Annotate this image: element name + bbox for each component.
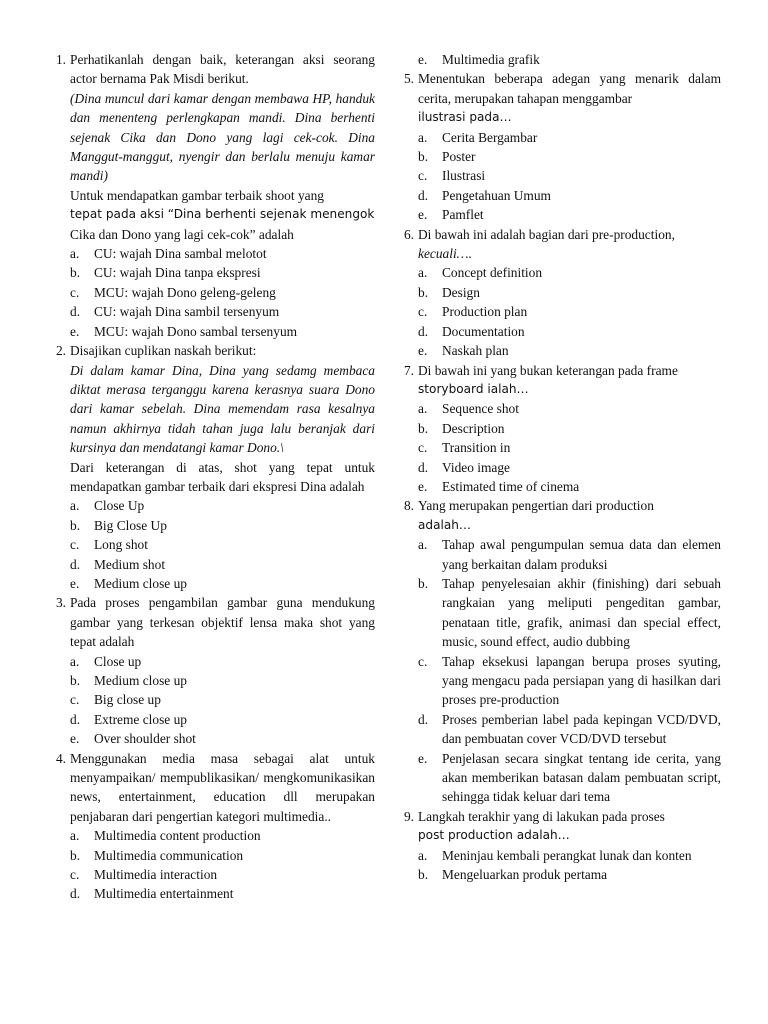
option-letter: b. (70, 847, 81, 863)
option-text: Big close up (94, 692, 161, 708)
option-letter: c. (418, 653, 428, 669)
option-a (418, 263, 721, 282)
question-number: 1. (55, 52, 66, 67)
option-text: Naskah plan (442, 343, 509, 359)
option-c (70, 690, 375, 709)
option-letter: d. (418, 711, 429, 727)
option-letter: a. (418, 265, 428, 281)
option-list (418, 128, 721, 225)
question-7 (388, 361, 721, 497)
option-letter: d. (418, 187, 429, 203)
option-text: Design (442, 284, 480, 300)
option-text: Ilustrasi (442, 168, 486, 184)
option-e (418, 205, 721, 224)
question-3 (40, 593, 375, 748)
option-e (70, 322, 375, 341)
option-d (418, 710, 721, 749)
option-a (418, 535, 721, 574)
option-text: Cerita Bergambar (442, 129, 538, 145)
option-letter: a. (418, 847, 428, 863)
option-b (418, 283, 721, 302)
option-text: CU: wajah Dina sambal melotot (94, 246, 267, 262)
option-letter: c. (418, 440, 428, 456)
option-text: Multimedia content production (94, 828, 261, 844)
option-list (70, 826, 375, 904)
option-text: Close Up (94, 498, 145, 514)
question-number: 4. (55, 750, 66, 766)
question-2 (40, 341, 375, 593)
question-text: Menentukan beberapa adegan yang menarik dalam cerita, merupakan tahapan menggambar (418, 71, 721, 106)
option-letter: d. (70, 711, 81, 727)
option-letter: c. (418, 168, 428, 184)
option-letter: a. (418, 401, 428, 417)
option-text: MCU: wajah Dono sambal tersenyum (94, 323, 298, 339)
option-b (418, 419, 721, 438)
question-number: 9. (403, 808, 414, 824)
option-list (70, 244, 375, 341)
option-b (70, 263, 375, 282)
option-letter: e. (418, 750, 428, 766)
question-4-continued (388, 50, 721, 69)
option-text: Video image (442, 459, 510, 475)
option-text: Production plan (442, 304, 528, 320)
option-letter: c. (70, 537, 80, 553)
option-text: Pamflet (442, 207, 484, 223)
option-letter: e. (418, 207, 428, 223)
option-letter: e. (70, 575, 80, 591)
option-letter: b. (70, 517, 81, 533)
question-text: Yang merupakan pengertian dari production (418, 498, 654, 514)
question-text: Dari keterangan di atas, shot yang tepat untuk mendapatkan gambar terbaik dari ekspresi Dina adalah (70, 459, 375, 494)
option-letter: b. (418, 149, 429, 165)
option-text: Sequence shot (442, 401, 519, 417)
option-text: Meninjau kembali perangkat lunak dan konten (442, 847, 692, 863)
option-text: Multimedia communication (94, 847, 244, 863)
option-text: CU: wajah Dina tanpa ekspresi (94, 265, 261, 281)
question-intro: Perhatikanlah dengan baik, keterangan aksi seorang actor bernama Pak Misdi berikut. (70, 52, 375, 87)
option-letter: a. (418, 129, 428, 145)
question-number: 3. (55, 595, 66, 611)
question-text: Langkah terakhir yang di lakukan pada proses (418, 808, 665, 824)
option-text: Multimedia entertainment (94, 886, 234, 902)
option-e (418, 50, 721, 69)
option-letter: b. (418, 420, 429, 436)
scene-quote: (Dina muncul dari kamar dengan membawa HP, handuk dan menenteng perlengkapan mandi. Dina berhenti sejenak Cika dan Dono yang lagi cek-cok. Dina Manggut-manggut, nyengir dan berlalu menuju kamar mandi) (70, 90, 375, 184)
option-b (418, 147, 721, 166)
option-letter: e. (418, 478, 428, 494)
option-letter: d. (70, 886, 81, 902)
question-number: 5. (403, 71, 414, 87)
option-letter: d. (418, 459, 429, 475)
option-letter: c. (70, 692, 80, 708)
option-c (418, 652, 721, 710)
option-letter: c. (418, 304, 428, 320)
option-text: Close up (94, 653, 142, 669)
option-list (70, 652, 375, 749)
question-text: Di bawah ini adalah bagian dari pre-production, (418, 226, 675, 242)
question-text-tail: storyboard ialah… (418, 381, 529, 396)
option-d (70, 302, 375, 321)
question-intro: Disajikan cuplikan naskah berikut: (70, 343, 257, 359)
question-text: Di bawah ini yang bukan keterangan pada frame (418, 362, 678, 378)
option-text: MCU: wajah Dono geleng-geleng (94, 284, 276, 300)
option-text: Pengetahuan Umum (442, 187, 551, 203)
option-b (70, 516, 375, 535)
option-list (70, 496, 375, 593)
option-e (418, 749, 721, 807)
option-text: Description (442, 420, 505, 436)
question-text: Untuk mendapatkan gambar terbaik shoot yang (70, 187, 324, 203)
option-letter: e. (418, 343, 428, 359)
option-text: Medium shot (94, 556, 166, 572)
left-column (40, 50, 375, 904)
option-text: Medium close up (94, 575, 187, 591)
question-6 (388, 225, 721, 361)
option-a (70, 496, 375, 515)
option-a (70, 652, 375, 671)
option-a (418, 399, 721, 418)
question-number: 7. (403, 362, 414, 378)
option-a (70, 244, 375, 263)
option-letter: a. (70, 246, 80, 262)
option-text: Tahap penyelesaian akhir (finishing) dari sebuah rangkaian yang meliputi pengeditan gambar, penataan title, grafik, animasi dan special effect, music, sound effect, audio dubbing (442, 575, 721, 650)
option-e (418, 477, 721, 496)
option-e (70, 729, 375, 748)
option-a (418, 846, 721, 865)
option-d (418, 322, 721, 341)
option-b (70, 671, 375, 690)
option-letter: a. (418, 537, 428, 553)
option-letter: e. (70, 731, 80, 747)
option-text: Multimedia interaction (94, 867, 218, 883)
option-text: Multimedia grafik (442, 52, 540, 67)
option-text: Long shot (94, 537, 148, 553)
option-d (70, 884, 375, 903)
option-b (418, 574, 721, 652)
option-text: Extreme close up (94, 711, 187, 727)
option-text: Proses pemberian label pada kepingan VCD/DVD, dan pembuatan cover VCD/DVD tersebut (442, 711, 721, 747)
option-letter: b. (70, 673, 81, 688)
question-text-tail: kecuali…. (418, 246, 472, 262)
question-9 (388, 807, 721, 885)
option-letter: a. (70, 498, 80, 514)
question-5 (388, 69, 721, 224)
option-text: Tahap awal pengumpulan semua data dan elemen yang berkaitan dalam produksi (442, 537, 721, 572)
option-text: Penjelasan secara singkat tentang ide cerita, yang akan memberikan batasan dalam pembuatan script, sehingga tidak keluar dari tema (442, 750, 721, 805)
option-c (418, 438, 721, 457)
option-letter: a. (70, 828, 80, 844)
option-list (418, 846, 721, 885)
question-number: 8. (403, 498, 414, 514)
option-list (418, 535, 721, 807)
option-text: Transition in (442, 440, 511, 456)
option-e (70, 574, 375, 593)
right-column (388, 50, 721, 884)
question-text-tail: adalah… (418, 517, 472, 532)
option-e (418, 341, 721, 360)
question-4 (40, 749, 375, 904)
option-d (70, 710, 375, 729)
option-text: Tahap eksekusi lapangan berupa proses syuting, yang mengacu pada persiapan yang di hasilkan dari proses pre-production (442, 653, 721, 708)
option-letter: b. (70, 265, 81, 281)
option-letter: c. (70, 867, 80, 883)
question-text-tail: post production adalah… (418, 828, 570, 843)
option-d (418, 186, 721, 205)
option-text: Over shoulder shot (94, 731, 196, 747)
question-text-tail: ilustrasi pada… (418, 110, 512, 125)
option-a (418, 128, 721, 147)
option-text: Concept definition (442, 265, 543, 281)
option-text: Medium close up (94, 673, 187, 688)
option-c (70, 283, 375, 302)
option-text: Mengeluarkan produk pertama (442, 867, 608, 883)
option-text: Estimated time of cinema (442, 478, 580, 494)
question-8 (388, 496, 721, 807)
option-c (70, 865, 375, 884)
option-c (418, 166, 721, 185)
option-letter: e. (418, 52, 428, 67)
option-letter: b. (418, 575, 429, 591)
option-a (70, 826, 375, 845)
question-text-part: Cika dan Dono yang lagi cek-cok” adalah (70, 226, 294, 242)
option-list (418, 263, 721, 360)
question-text (70, 225, 375, 244)
option-c (70, 535, 375, 554)
option-text: Documentation (442, 323, 525, 339)
option-letter: d. (70, 304, 81, 320)
option-letter: a. (70, 653, 80, 669)
option-letter: b. (418, 284, 429, 300)
option-b (70, 846, 375, 865)
option-letter: e. (70, 323, 80, 339)
option-letter: d. (418, 323, 429, 339)
option-letter: b. (418, 867, 429, 883)
question-text: Pada proses pengambilan gambar guna mendukung gambar yang terkesan objektif lensa maka shot yang tepat adalah (70, 595, 375, 650)
question-text: tepat pada aksi “Dina berhenti sejenak menengok (70, 207, 375, 222)
question-number: 2. (55, 343, 66, 359)
option-text: Poster (442, 149, 476, 165)
script-excerpt: Di dalam kamar Dina, Dina yang sedamg membaca diktat merasa terganggu karena kerasnya suara Dono dari kamar sebelah. Dina memendam rasa kesalnya namun akhirnya tidah tahan juga lalu beranjak dari kursinya dan mendatangi kamar Dono.\ (70, 362, 375, 456)
option-letter: c. (70, 284, 80, 300)
option-b (418, 865, 721, 884)
option-text: Big Close Up (94, 517, 167, 533)
option-text: CU: wajah Dina sambil tersenyum (94, 304, 280, 320)
question-text: Menggunakan media masa sebagai alat untuk menyampaikan/ mempublikasikan/ mengkomunikasikan news, entertainment, education dll merupakan penjabaran dari pengertian kategori multimedia.. (70, 750, 375, 824)
option-list (418, 399, 721, 496)
option-d (70, 555, 375, 574)
question-1 (40, 50, 375, 341)
option-d (418, 458, 721, 477)
option-c (418, 302, 721, 321)
option-letter: d. (70, 556, 81, 572)
question-number: 6. (403, 226, 414, 242)
